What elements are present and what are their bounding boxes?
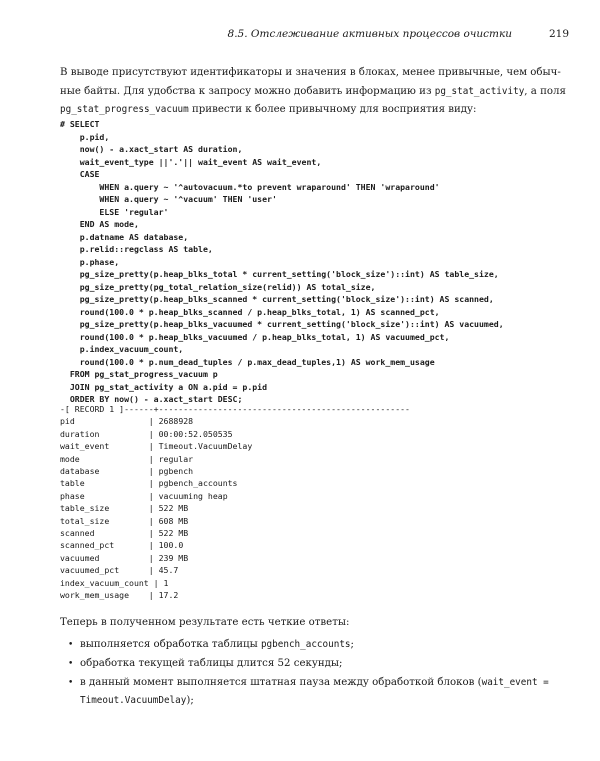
query-line: p.index_vacuum_count, <box>60 344 184 354</box>
intro-paragraph <box>60 64 566 120</box>
result-value: Timeout.VacuumDelay <box>158 441 253 452</box>
result-field: scanned_pct <box>60 540 115 551</box>
result-row: duration | 00:00:52.050535 <box>60 428 233 439</box>
result-row: wait_event | Timeout.VacuumDelay <box>60 441 253 452</box>
result-row: vacuumed | 239 MB <box>60 552 189 563</box>
query-line: FROM pg_stat_progress_vacuum p <box>60 369 218 379</box>
result-value: 522 MB <box>158 528 189 539</box>
query-line: WHEN a.query ~ '^autovacuum.*to prevent wraparound' THEN 'wraparound' <box>60 181 440 192</box>
query-line: round(100.0 * p.heap_blks_vacuumed / p.heap_blks_total, 1) AS vacuumed_pct, <box>60 331 450 342</box>
result-row: work_mem_usage | 17.2 <box>60 590 179 601</box>
bullet-icon: • <box>68 678 74 688</box>
query-result-block <box>60 403 410 602</box>
intro-line-3 <box>60 101 515 120</box>
list-item-text: в данный момент выполняется штатная пауза между обработкой блоков ( <box>80 677 482 688</box>
result-value: 2688928 <box>158 416 194 427</box>
intro-line-1: В выводе присутствуют идентификаторы и значения в блоках, менее привычные, чем обыч- <box>60 67 561 78</box>
result-field: wait_event <box>60 441 110 452</box>
intro-text: ные байты. Для удобства к запросу можно добавить информацию из <box>60 85 435 97</box>
list-item-text: ; <box>350 639 354 650</box>
result-row: vacuumed_pct | 45.7 <box>60 565 179 576</box>
query-line: p.relid::regclass AS table, <box>60 244 213 254</box>
query-line: p.pid, <box>60 131 110 142</box>
result-field: vacuumed_pct <box>60 565 120 576</box>
query-line: ORDER BY now() - a.xact_start DESC; <box>60 394 243 404</box>
inline-code-wait-event: wait_event = <box>481 677 549 688</box>
result-field: duration <box>60 428 100 439</box>
result-row: index_vacuum_count | 1 <box>60 577 169 588</box>
query-line: pg_size_pretty(p.heap_blks_total * current_setting('block_size')::int) AS table_size, <box>60 269 499 279</box>
result-value: regular <box>158 453 194 464</box>
result-value: pgbench <box>158 466 194 477</box>
query-line: END AS mode, <box>60 219 139 229</box>
query-line: wait_event_type ||'.'|| wait_event AS wait_event, <box>60 156 322 167</box>
list-item <box>68 636 515 654</box>
result-field: total_size <box>60 515 110 526</box>
list-item <box>68 655 515 673</box>
result-value: 1 <box>163 577 169 588</box>
query-line: pg_size_pretty(pg_total_relation_size(relid)) AS total_size, <box>60 281 376 292</box>
query-line: round(100.0 * p.num_dead_tuples / p.max_dead_tuples,1) AS work_mem_usage <box>60 356 435 367</box>
bullet-icon: • <box>68 659 74 669</box>
inline-code-pg-stat-activity: pg_stat_activity <box>434 85 525 97</box>
query-line: JOIN pg_stat_activity a ON a.pid = p.pid <box>60 381 268 392</box>
running-header: 8.5. Отслеживание активных процессов очистки <box>227 28 512 40</box>
result-row: table | pgbench_accounts <box>60 478 238 489</box>
query-line: WHEN a.query ~ '^vacuum' THEN 'user' <box>60 194 277 204</box>
list-item-text: выполняется обработка таблицы <box>80 639 261 650</box>
answers-list <box>68 636 549 711</box>
query-line: p.datname AS database, <box>60 231 189 242</box>
query-line: round(100.0 * p.heap_blks_scanned / p.heap_blks_total, 1) AS scanned_pct, <box>60 306 440 317</box>
query-line: pg_size_pretty(p.heap_blks_scanned * current_setting('block_size')::int) AS scanned, <box>60 294 494 304</box>
result-value: 522 MB <box>158 503 189 514</box>
list-item-line-1 <box>80 674 549 692</box>
query-line: CASE <box>60 169 100 179</box>
result-field: table <box>60 478 85 489</box>
result-row: total_size | 608 MB <box>60 515 189 526</box>
result-value: 45.7 <box>158 565 179 576</box>
result-value: 608 MB <box>158 515 189 526</box>
intro-text: , а поля <box>524 85 566 97</box>
bullet-icon: • <box>68 640 74 650</box>
list-item-text: ); <box>186 695 194 706</box>
record-header: -[ RECORD 1 ]------+--------------------------------------------------- <box>60 404 410 414</box>
list-item <box>68 674 549 710</box>
result-value: 00:00:52.050535 <box>158 428 233 439</box>
result-field: table_size <box>60 503 110 514</box>
result-field: pid <box>60 416 75 427</box>
result-row: database | pgbench <box>60 466 194 477</box>
result-field: vacuumed <box>60 552 100 563</box>
list-item-line-2 <box>80 695 194 706</box>
result-field: phase <box>60 490 85 501</box>
list-item-text: обработка текущей таблицы длится 52 секунды; <box>80 658 343 669</box>
query-line: # SELECT <box>60 119 100 129</box>
inline-code-timeout: Timeout.VacuumDelay <box>80 695 187 706</box>
sql-query-block <box>60 118 504 406</box>
intro-text: привести к более привычному для восприятия виду: <box>188 104 477 115</box>
result-row: table_size | 522 MB <box>60 503 189 514</box>
result-value: 239 MB <box>158 552 189 563</box>
result-field: mode <box>60 453 80 464</box>
result-field: index_vacuum_count <box>60 577 149 588</box>
result-row: mode | regular <box>60 453 194 464</box>
intro-line-2 <box>60 83 566 102</box>
inline-code-table: pgbench_accounts <box>260 639 351 650</box>
result-field: work_mem_usage <box>60 590 130 601</box>
query-line: now() - a.xact_start AS duration, <box>60 144 243 154</box>
query-line: p.phase, <box>60 256 120 267</box>
result-value: vacuuming heap <box>158 490 228 501</box>
result-row: scanned | 522 MB <box>60 528 189 539</box>
query-line: ELSE 'regular' <box>60 206 169 217</box>
result-value: 100.0 <box>158 540 184 551</box>
result-row: phase | vacuuming heap <box>60 490 228 501</box>
query-line: pg_size_pretty(p.heap_blks_vacuumed * current_setting('block_size')::int) AS vacuumed, <box>60 319 504 329</box>
result-value: pgbench_accounts <box>158 478 238 489</box>
result-row: pid | 2688928 <box>60 416 194 427</box>
summary-text: Теперь в полученном результате есть четкие ответы: <box>60 617 350 628</box>
result-field: database <box>60 466 100 477</box>
result-field: scanned <box>60 528 95 539</box>
result-row: scanned_pct | 100.0 <box>60 540 184 551</box>
inline-code-pg-stat-progress-vacuum: pg_stat_progress_vacuum <box>60 104 189 115</box>
page-number: 219 <box>548 28 569 40</box>
result-value: 17.2 <box>158 590 179 601</box>
